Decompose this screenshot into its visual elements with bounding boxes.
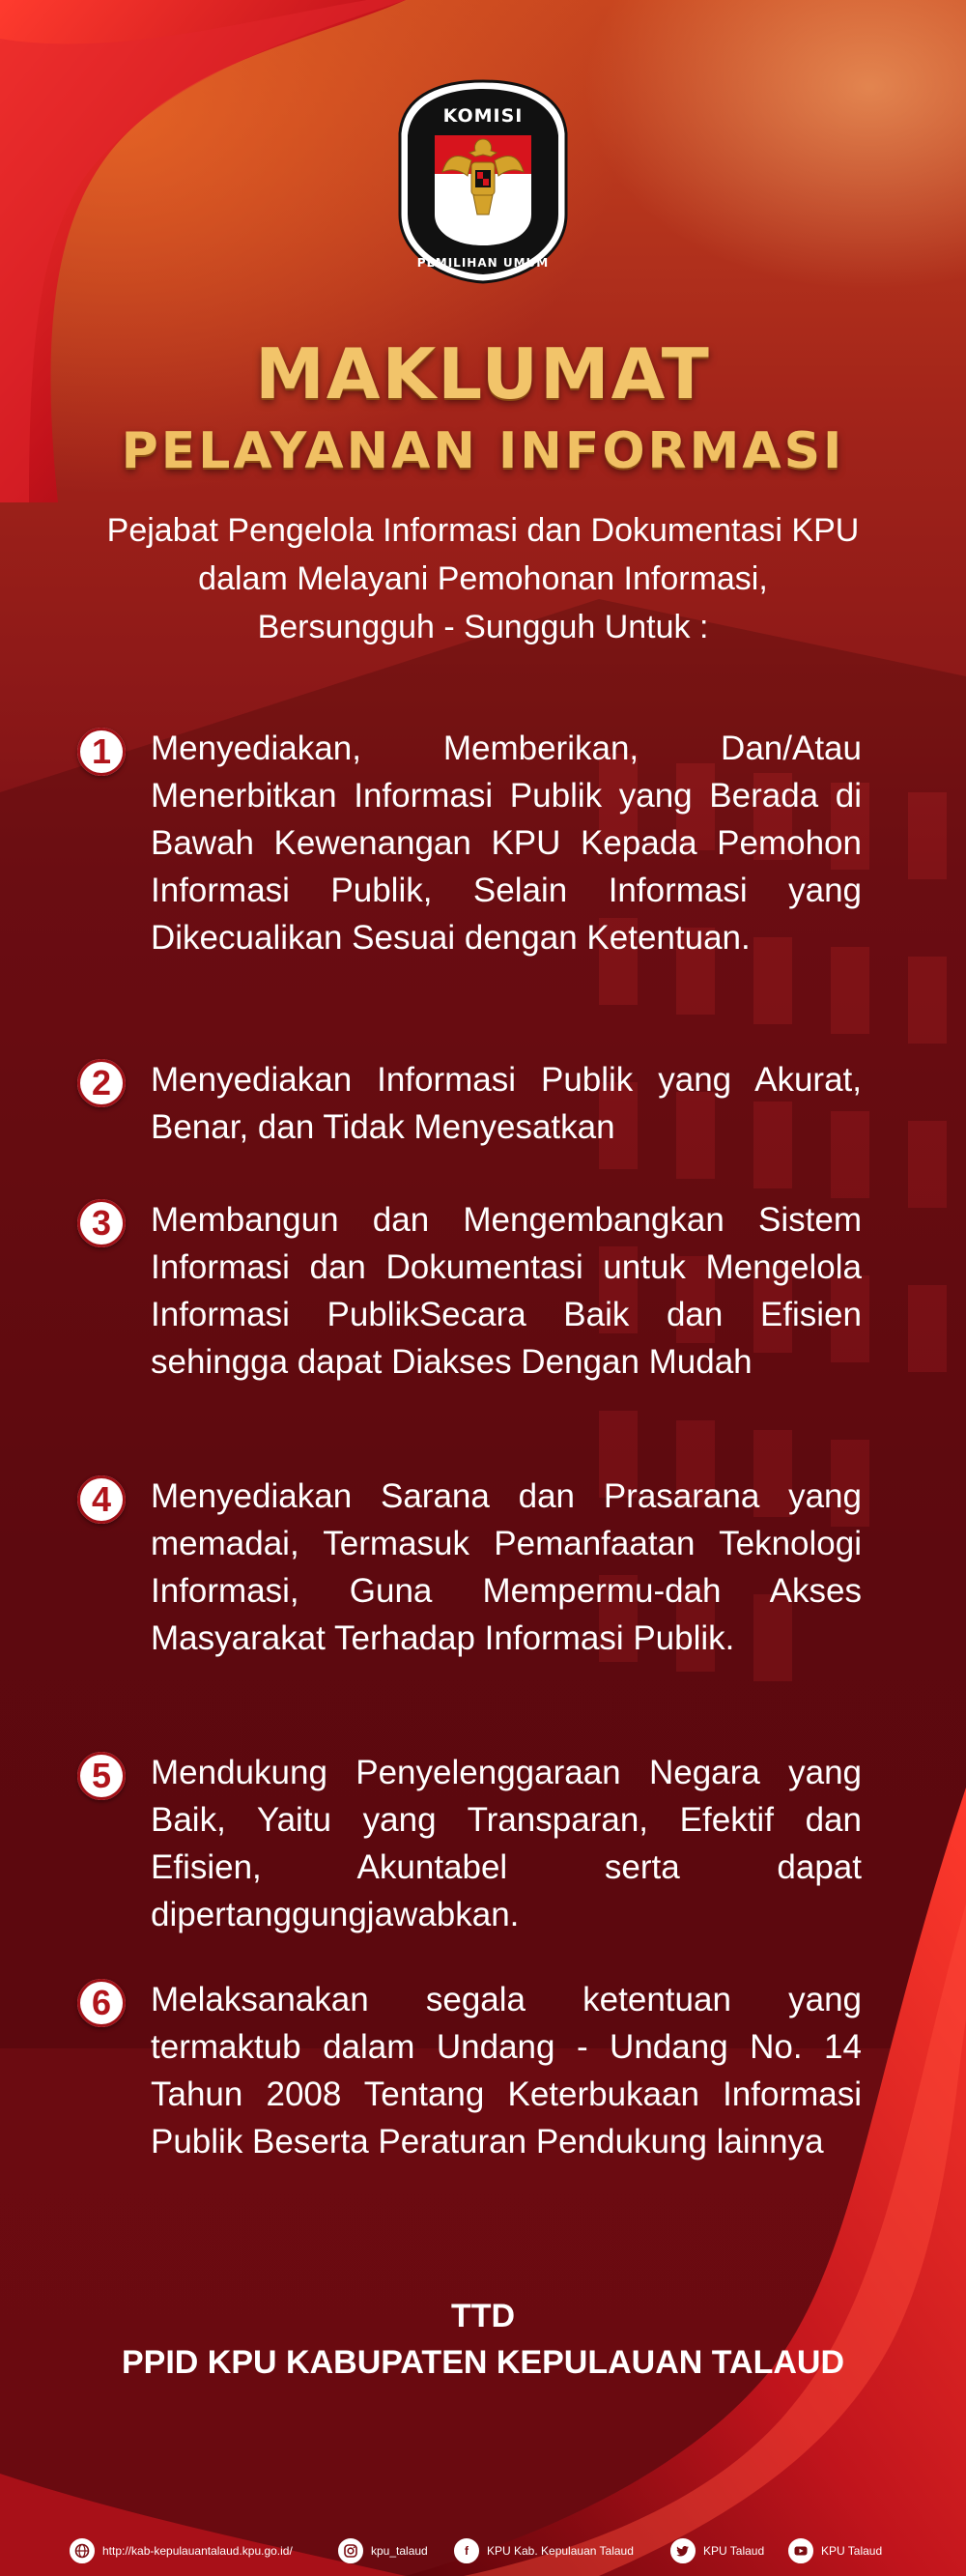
footer-twitter[interactable]	[670, 2536, 764, 2565]
item-text: Menyediakan Sarana dan Prasarana yang memadai, Termasuk Pemanfaatan Teknologi Informasi, Guna Mempermu-dah Akses Masyarakat Terhadap Informasi Publik.	[151, 1477, 862, 1657]
intro-line-2: dalam Melayani Pemohonan Informasi,	[198, 560, 768, 597]
item-number-badge: 5	[77, 1752, 126, 1800]
footer-youtube[interactable]	[788, 2536, 882, 2565]
twitter-icon	[670, 2538, 696, 2563]
facebook-name: KPU Kab. Kepulauan Talaud	[487, 2544, 634, 2558]
footer-social-bar	[0, 2536, 966, 2565]
item-text: Menyediakan Informasi Publik yang Akurat, Benar, dan Tidak Menyesatkan	[151, 1061, 862, 1146]
item-number-badge: 4	[77, 1475, 126, 1524]
logo-bottom-text: PEMILIHAN UMUM	[416, 256, 550, 270]
signature-ttd: TTD	[450, 2298, 516, 2334]
intro-line-3: Bersungguh - Sungguh Untuk :	[257, 609, 709, 645]
item-number-badge: 3	[77, 1199, 126, 1247]
instagram-icon	[338, 2538, 363, 2563]
youtube-icon	[788, 2538, 813, 2563]
item-text: Membangun dan Mengembangkan Sistem Informasi dan Dokumentasi untuk Mengelola Informasi PublikSecara Baik dan Efisien sehingga dapat Diakses Dengan Mudah	[151, 1201, 862, 1381]
website-url: http://kab-kepulauantalaud.kpu.go.id/	[102, 2544, 293, 2558]
youtube-name: KPU Talaud	[821, 2544, 883, 2558]
footer-facebook[interactable]	[454, 2536, 634, 2565]
item-number-badge: 1	[77, 728, 126, 776]
logo-top-text: KOMISI	[442, 105, 524, 127]
globe-icon	[70, 2538, 95, 2563]
twitter-name: KPU Talaud	[703, 2544, 765, 2558]
item-text: Mendukung Penyelenggaraan Negara yang Baik, Yaitu yang Transparan, Efektif dan Efisien, Akuntabel serta dapat dipertanggungjawabkan.	[151, 1754, 862, 1933]
item-number-badge: 2	[77, 1059, 126, 1107]
footer-instagram[interactable]	[338, 2536, 428, 2565]
footer-website[interactable]	[70, 2536, 293, 2565]
item-text: Menyediakan, Memberikan, Dan/Atau Menerbitkan Informasi Publik yang Berada di Bawah Kewenangan KPU Kepada Pemohon Informasi Publik, Selain Informasi yang Dikecualikan Sesuai dengan Ketentuan.	[151, 730, 862, 957]
facebook-icon: f	[454, 2538, 479, 2563]
signature-name: PPID KPU KABUPATEN KEPULAUAN TALAUD	[122, 2344, 844, 2381]
kpu-emblem-icon	[396, 79, 570, 284]
main-title: MAKLUMAT	[255, 333, 711, 415]
sub-title: PELAYANAN INFORMASI	[121, 422, 845, 480]
instagram-handle: kpu_talaud	[371, 2544, 428, 2558]
kpu-logo	[396, 79, 570, 284]
intro-text	[39, 506, 927, 651]
item-number-badge: 6	[77, 1979, 126, 2027]
item-text: Melaksanakan segala ketentuan yang termaktub dalam Undang - Undang No. 14 Tahun 2008 Tentang Keterbukaan Informasi Publik Beserta Peraturan Pendukung lainnya	[151, 1981, 862, 2161]
intro-line-1: Pejabat Pengelola Informasi dan Dokumentasi KPU	[106, 512, 860, 549]
